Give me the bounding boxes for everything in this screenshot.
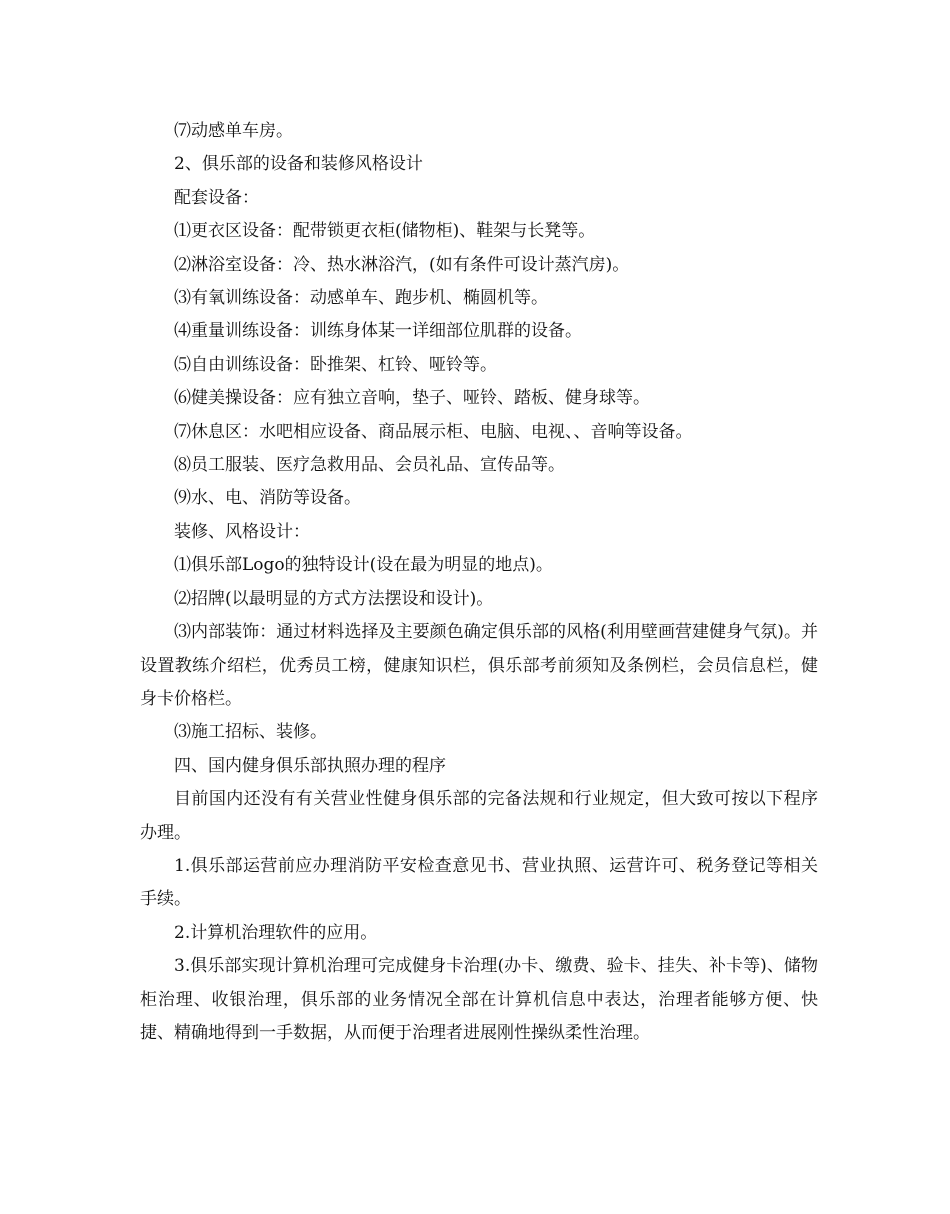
decoration-item-logo: ⑴俱乐部Logo的独特设计(设在最为明显的地点)。 <box>174 555 553 576</box>
equipment-item-rest-area: ⑺休息区：水吧相应设备、商品展示柜、电脑、电视、、音响等设备。 <box>174 421 693 442</box>
equipment-item-free-training: ⑸自由训练设备：卧推架、杠铃、哑铃等。 <box>174 354 497 375</box>
section-heading-license-procedure: 四、国内健身俱乐部执照办理的程序 <box>174 755 446 776</box>
document-body <box>140 115 818 1050</box>
equipment-item-shower-room: ⑵淋浴室设备：冷、热水淋浴汽，(如有条件可设计蒸汽房)。 <box>174 254 630 275</box>
equipment-item-weight-training: ⑷重量训练设备：训练身体某一详细部位肌群的设备。 <box>174 321 582 342</box>
equipment-item-locker-area: ⑴更衣区设备：配带锁更衣柜(储物柜)、鞋架与长凳等。 <box>174 221 596 242</box>
decoration-item-signboard: ⑵招牌(以最明显的方式方法摆设和设计)。 <box>174 588 494 609</box>
equipment-item-staff-supplies: ⑻员工服装、医疗急救用品、会员礼品、宣传品等。 <box>174 455 565 476</box>
procedure-item-3: 3.俱乐部实现计算机治理可完成健身卡治理(办卡、缴费、验卡、挂失、补卡等)、储物柜治理、收银治理，俱乐部的业务情况全部在计算机信息中表达，治理者能够方便、快捷、精确地得到一手数据，从而便于治理者进展刚性操纵柔性治理。 <box>140 956 818 1043</box>
procedure-item-2: 2.计算机治理软件的应用。 <box>174 922 378 943</box>
decoration-item-construction: ⑶施工招标、装修。 <box>174 722 327 743</box>
procedure-item-1: 1.俱乐部运营前应办理消防平安检查意见书、营业执照、运营许可、税务登记等相关手续。 <box>140 855 818 910</box>
subheading-decoration-style: 装修、风格设计： <box>174 521 310 542</box>
equipment-item-aerobic: ⑶有氧训练设备：动感单车、跑步机、椭圆机等。 <box>174 288 548 309</box>
section-heading-equipment-decoration: 2、俱乐部的设备和装修风格设计 <box>174 154 423 175</box>
paragraph-item-7-cycling-room: ⑺动感单车房。 <box>174 121 293 141</box>
decoration-item-interior: ⑶内部装饰：通过材料选择及主要颜色确定俱乐部的风格(利用壁画营建健身气氛)。并设置教练介绍栏，优秀员工榜，健康知识栏，俱乐部考前须知及条例栏，会员信息栏，健身卡价格栏。 <box>140 622 818 709</box>
equipment-item-aerobics: ⑹健美操设备：应有独立音响，垫子、哑铃、踏板、健身球等。 <box>174 388 650 409</box>
paragraph-license-intro: 目前国内还没有有关营业性健身俱乐部的完备法规和行业规定，但大致可按以下程序办理。 <box>140 789 818 843</box>
equipment-item-utilities: ⑼水、电、消防等设备。 <box>174 488 361 509</box>
subheading-supporting-equipment: 配套设备： <box>174 187 259 208</box>
